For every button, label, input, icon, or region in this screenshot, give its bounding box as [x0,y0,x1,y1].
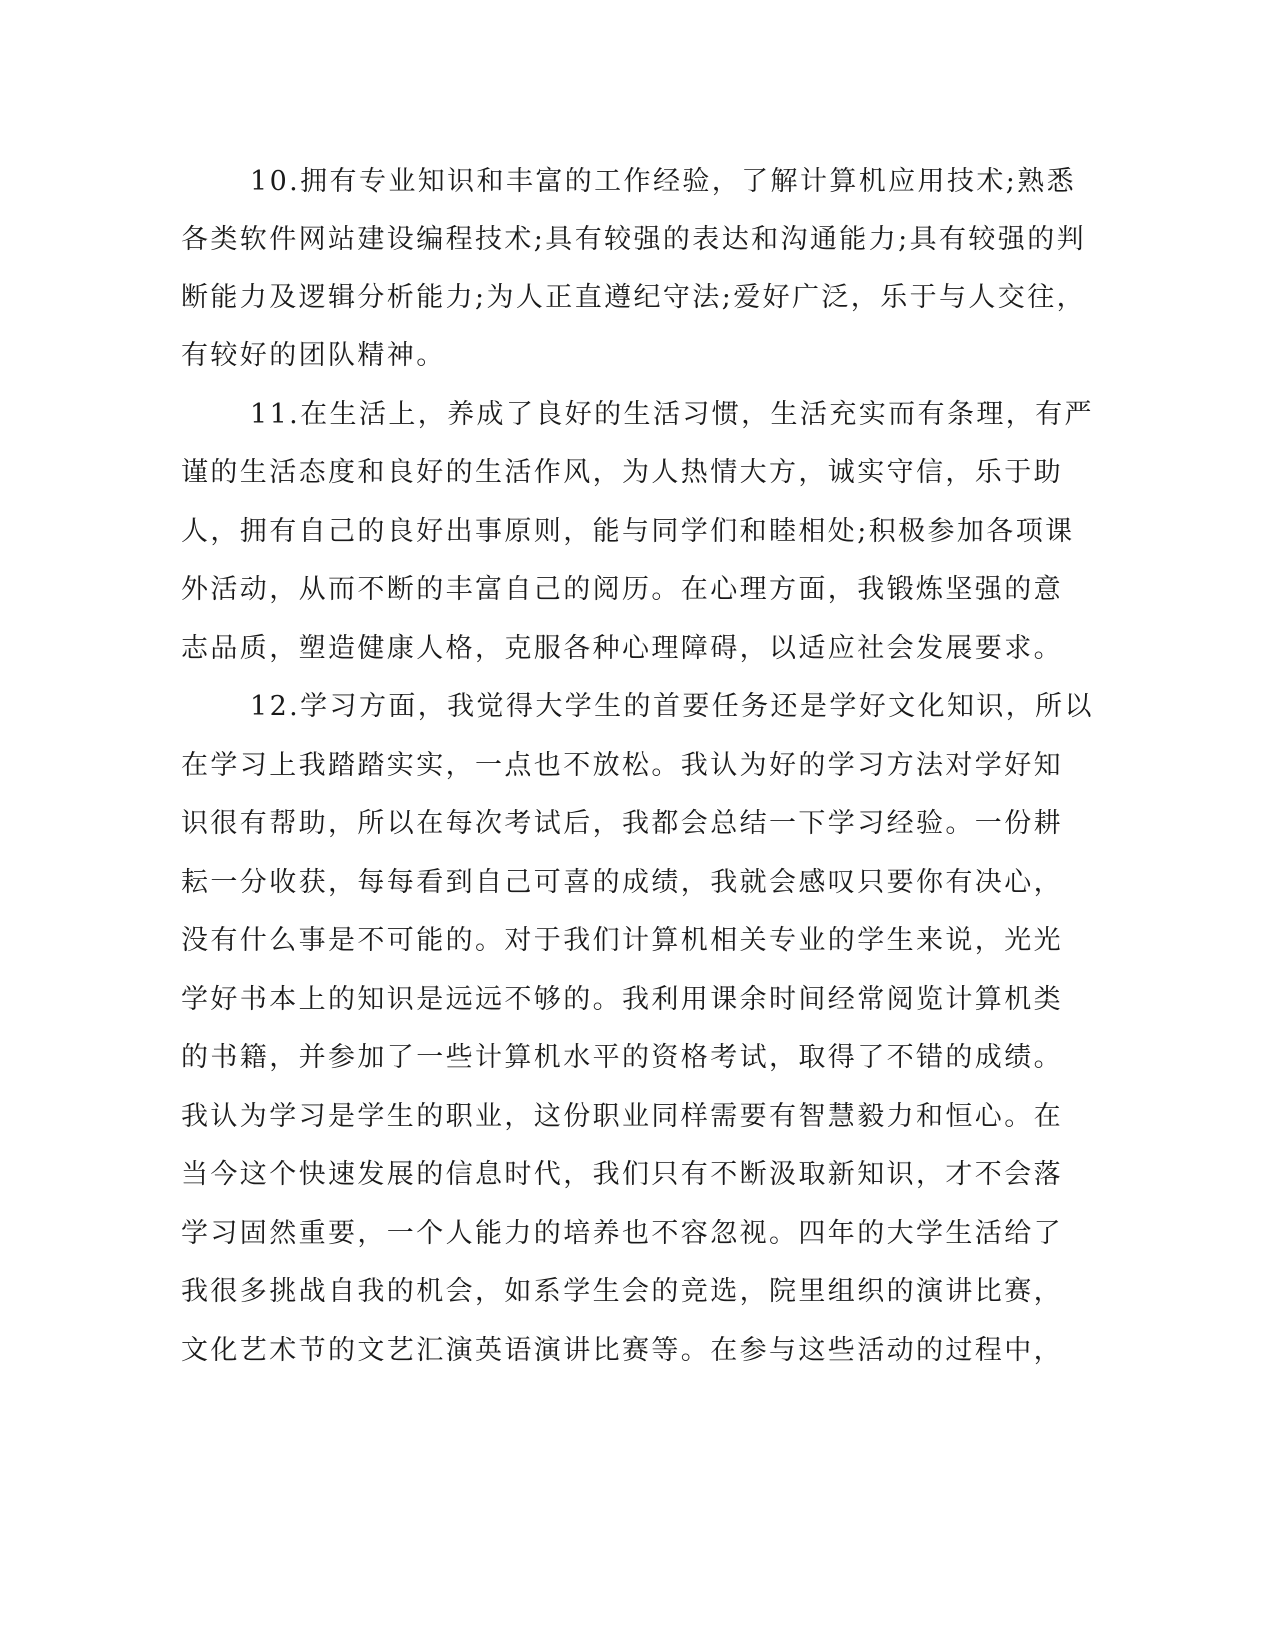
paragraph-12-line-12: 文化艺术节的文艺汇演英语演讲比赛等。在参与这些活动的过程中， [181,1335,1063,1366]
paragraph-11-line-2: 谨的生活态度和良好的生活作风，为人热情大方，诚实守信，乐于助 [181,457,1063,488]
paragraph-11-line-5: 志品质，塑造健康人格，克服各种心理障碍，以适应社会发展要求。 [181,633,1063,664]
paragraph-12-line-9: 当今这个快速发展的信息时代，我们只有不断汲取新知识，才不会落 [181,1159,1063,1190]
paragraph-10-line-2: 各类软件网站建设编程技术;具有较强的表达和沟通能力;具有较强的判 [181,224,1086,255]
paragraph-11-line-1: 11.在生活上，养成了良好的生活习惯，生活充实而有条理，有严 [250,399,1094,430]
paragraph-12-line-1: 12.学习方面，我觉得大学生的首要任务还是学好文化知识，所以 [250,691,1094,722]
paragraph-12-line-3: 识很有帮助，所以在每次考试后，我都会总结一下学习经验。一份耕 [181,808,1063,839]
paragraph-12-line-7: 的书籍，并参加了一些计算机水平的资格考试，取得了不错的成绩。 [181,1042,1063,1073]
paragraph-11-line-4: 外活动，从而不断的丰富自己的阅历。在心理方面，我锻炼坚强的意 [181,574,1063,605]
paragraph-12-line-10: 学习固然重要，一个人能力的培养也不容忽视。四年的大学生活给了 [181,1218,1063,1249]
paragraph-10-line-4: 有较好的团队精神。 [181,340,446,371]
paragraph-12-line-4: 耘一分收获，每每看到自己可喜的成绩，我就会感叹只要你有决心， [181,867,1063,898]
paragraph-12-line-11: 我很多挑战自我的机会，如系学生会的竞选，院里组织的演讲比赛， [181,1276,1063,1307]
paragraph-12-line-6: 学好书本上的知识是远远不够的。我利用课余时间经常阅览计算机类 [181,984,1063,1015]
paragraph-11-line-3: 人，拥有自己的良好出事原则，能与同学们和睦相处;积极参加各项课 [181,516,1075,547]
paragraph-12-line-2: 在学习上我踏踏实实，一点也不放松。我认为好的学习方法对学好知 [181,750,1063,781]
paragraph-10-line-3: 断能力及逻辑分析能力;为人正直遵纪守法;爱好广泛，乐于与人交往， [181,282,1086,313]
paragraph-10-line-1: 10.拥有专业知识和丰富的工作经验，了解计算机应用技术;熟悉 [250,166,1077,197]
paragraph-12-line-5: 没有什么事是不可能的。对于我们计算机相关专业的学生来说，光光 [181,925,1063,956]
paragraph-12-line-8: 我认为学习是学生的职业，这份职业同样需要有智慧毅力和恒心。在 [181,1101,1063,1132]
